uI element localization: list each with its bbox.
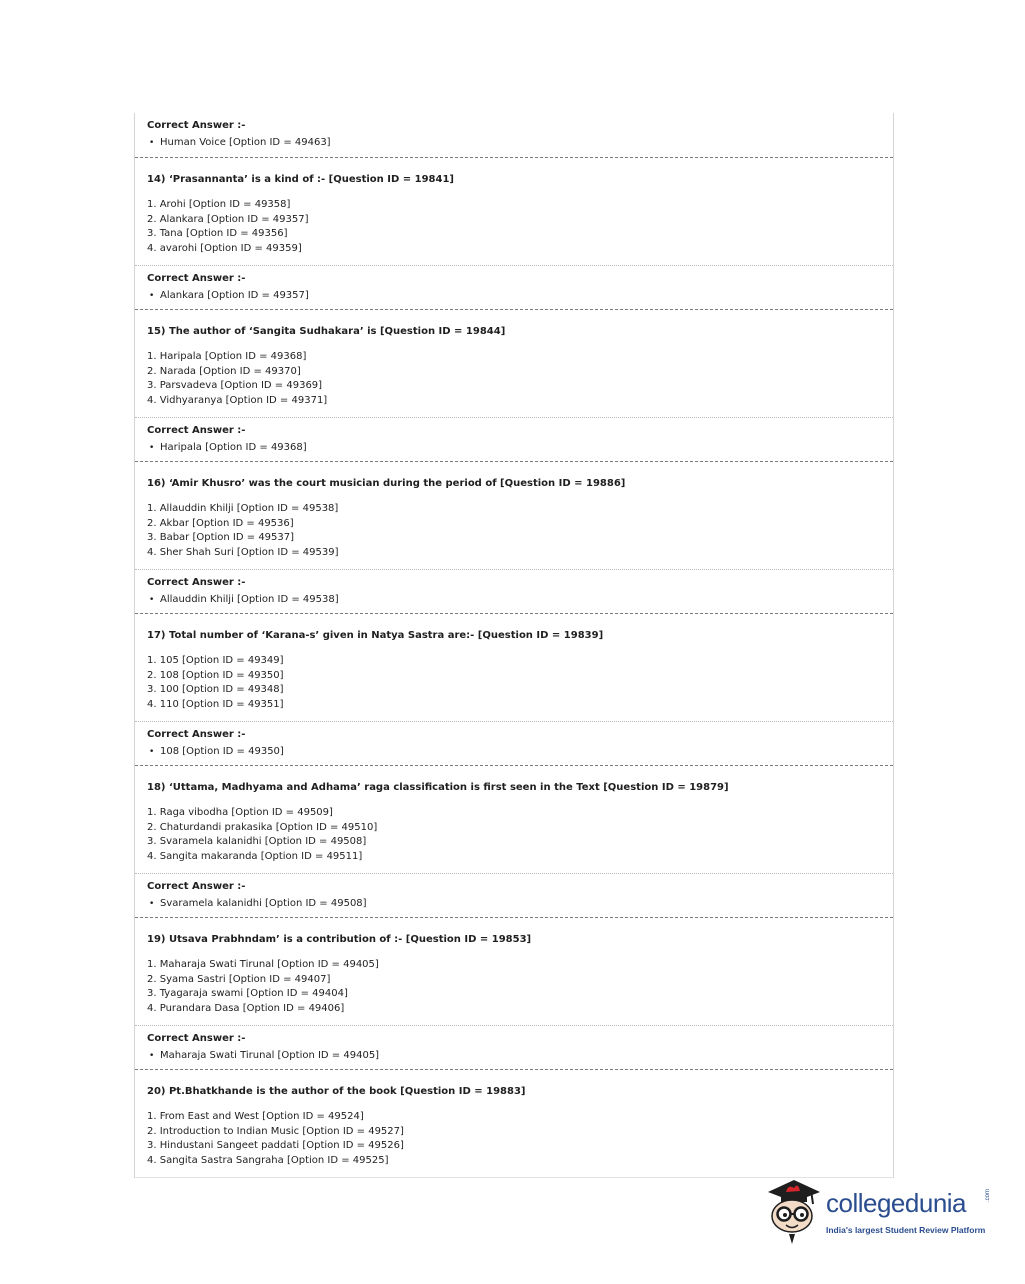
option-item: 3. Parsvadeva [Option ID = 49369]: [147, 380, 323, 392]
option-item: 3. Tana [Option ID = 49356]: [147, 228, 288, 240]
option-item: 4. avarohi [Option ID = 49359]: [147, 243, 302, 255]
option-item: 3. Babar [Option ID = 49537]: [147, 532, 295, 544]
correct-answer-block: [135, 874, 893, 917]
option-item: 2. Introduction to Indian Music [Option ID = 49527]: [147, 1125, 404, 1137]
question-block: [135, 766, 893, 873]
bullet-icon: •: [149, 138, 155, 148]
option-item: 1. 105 [Option ID = 49349]: [147, 655, 284, 666]
option-item: 2. Chaturdandi prakasika [Option ID = 49510]: [147, 821, 378, 833]
option-item: 1. Allauddin Khilji [Option ID = 49538]: [147, 503, 339, 514]
option-item: 1. Maharaja Swati Tirunal [Option ID = 49405]: [147, 959, 379, 970]
correct-answer-block: [135, 266, 893, 309]
question-title: 16) ‘Amir Khusro’ was the court musician during the period of [Question ID = 19886]: [147, 478, 626, 489]
correct-answer-label: Correct Answer :-: [147, 729, 246, 740]
correct-answer-text: Alankara [Option ID = 49357]: [160, 290, 309, 301]
mascot-icon: [764, 1178, 824, 1248]
correct-answer-item: [147, 136, 881, 150]
correct-answer-item: [147, 897, 881, 911]
option-item: 2. Syama Sastri [Option ID = 49407]: [147, 973, 331, 985]
correct-answer-block: [135, 113, 893, 157]
correct-answer-label: Correct Answer :-: [147, 1033, 246, 1044]
option-item: 2. Akbar [Option ID = 49536]: [147, 517, 294, 529]
correct-answer-item: [147, 593, 881, 607]
option-item: 4. Sher Shah Suri [Option ID = 49539]: [147, 547, 339, 559]
question-title: 17) Total number of ‘Karana-s’ given in Natya Sastra are:- [Question ID = 19839]: [147, 630, 604, 641]
option-item: 4. Sangita makaranda [Option ID = 49511]: [147, 851, 363, 863]
correct-answer-text: Maharaja Swati Tirunal [Option ID = 49405]: [160, 1050, 380, 1061]
option-item: 4. Purandara Dasa [Option ID = 49406]: [147, 1003, 345, 1015]
correct-answer-text: 108 [Option ID = 49350]: [160, 746, 284, 757]
correct-answer-block: [135, 722, 893, 765]
correct-answer-item: [147, 289, 881, 303]
question-block: [135, 614, 893, 721]
bullet-icon: •: [149, 595, 155, 605]
option-item: 4. 110 [Option ID = 49351]: [147, 699, 284, 711]
question-block: [135, 158, 893, 265]
bullet-icon: •: [149, 1051, 155, 1061]
correct-answer-item: [147, 441, 881, 455]
correct-answer-item: [147, 745, 881, 759]
logo-dotcom: .com: [985, 1188, 991, 1202]
correct-answer-text: Haripala [Option ID = 49368]: [160, 442, 307, 453]
question-title: 14) ‘Prasannanta’ is a kind of :- [Question ID = 19841]: [147, 174, 454, 185]
question-block: [135, 1070, 893, 1177]
option-item: 1. From East and West [Option ID = 49524]: [147, 1111, 364, 1122]
question-title: 19) Utsava Prabhndam’ is a contribution of :- [Question ID = 19853]: [147, 934, 532, 945]
correct-answer-text: Allauddin Khilji [Option ID = 49538]: [160, 594, 339, 605]
correct-answer-text: Human Voice [Option ID = 49463]: [160, 137, 331, 148]
option-item: 3. 100 [Option ID = 49348]: [147, 684, 284, 696]
question-block: [135, 310, 893, 417]
correct-answer-block: [135, 418, 893, 461]
bullet-icon: •: [149, 443, 155, 453]
correct-answer-label: Correct Answer :-: [147, 120, 246, 131]
option-item: 2. 108 [Option ID = 49350]: [147, 669, 284, 681]
correct-answer-label: Correct Answer :-: [147, 273, 246, 284]
question-block: [135, 918, 893, 1025]
option-item: 1. Raga vibodha [Option ID = 49509]: [147, 807, 333, 818]
question-title: 20) Pt.Bhatkhande is the author of the book [Question ID = 19883]: [147, 1086, 526, 1097]
question-title: 18) ‘Uttama, Madhyama and Adhama’ raga classification is first seen in the Text [Question ID = 19879]: [147, 782, 729, 793]
option-item: 1. Haripala [Option ID = 49368]: [147, 351, 307, 362]
question-sheet: [134, 113, 894, 1178]
correct-answer-label: Correct Answer :-: [147, 881, 246, 892]
option-item: 1. Arohi [Option ID = 49358]: [147, 199, 291, 210]
collegedunia-logo: [764, 1178, 994, 1248]
bullet-icon: •: [149, 747, 155, 757]
correct-answer-block: [135, 1026, 893, 1069]
correct-answer-label: Correct Answer :-: [147, 577, 246, 588]
correct-answer-block: [135, 570, 893, 613]
correct-answer-label: Correct Answer :-: [147, 425, 246, 436]
question-block: [135, 462, 893, 569]
option-item: 2. Narada [Option ID = 49370]: [147, 365, 301, 377]
option-item: 3. Tyagaraja swami [Option ID = 49404]: [147, 988, 348, 1000]
logo-tagline: India's largest Student Review Platform: [826, 1225, 986, 1235]
option-item: 3. Svaramela kalanidhi [Option ID = 49508]: [147, 836, 367, 848]
option-item: 2. Alankara [Option ID = 49357]: [147, 213, 309, 225]
question-title: 15) The author of ‘Sangita Sudhakara’ is [Question ID = 19844]: [147, 326, 506, 337]
correct-answer-item: [147, 1049, 881, 1063]
correct-answer-text: Svaramela kalanidhi [Option ID = 49508]: [160, 898, 367, 909]
option-item: 4. Vidhyaranya [Option ID = 49371]: [147, 395, 328, 407]
bullet-icon: •: [149, 899, 155, 909]
logo-wordmark: collegedunia: [826, 1188, 967, 1218]
option-item: 3. Hindustani Sangeet paddati [Option ID = 49526]: [147, 1140, 404, 1152]
option-item: 4. Sangita Sastra Sangraha [Option ID = 49525]: [147, 1155, 389, 1167]
bullet-icon: •: [149, 291, 155, 301]
